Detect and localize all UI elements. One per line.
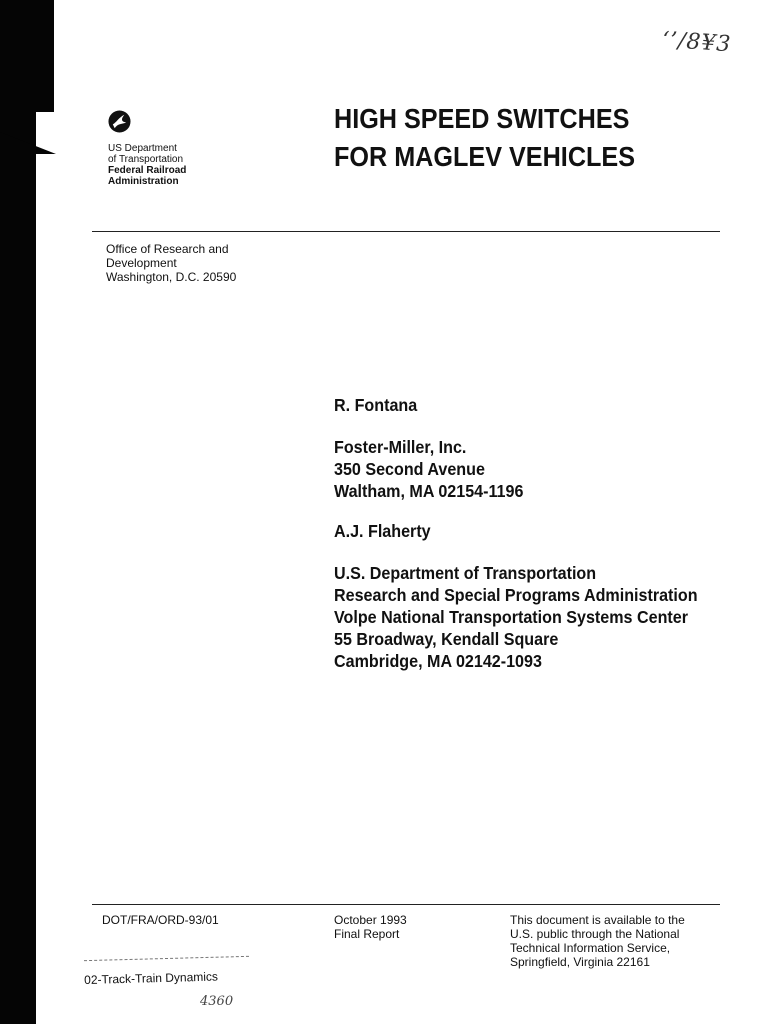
affiliation-1-line: Waltham, MA 02154-1196 xyxy=(334,481,524,501)
author-1: R. Fontana xyxy=(334,395,418,415)
report-date-block xyxy=(334,913,407,941)
affiliation-2-line: Cambridge, MA 02142-1093 xyxy=(334,651,542,671)
affiliation-2-line: Volpe National Transportation Systems Center xyxy=(334,607,688,627)
office-line-2: Development xyxy=(106,256,177,270)
affiliation-1 xyxy=(334,436,698,502)
report-title xyxy=(334,100,635,176)
affiliation-2-line: U.S. Department of Transportation xyxy=(334,563,597,583)
scan-dark-edge-slope xyxy=(0,132,56,154)
agency-department-cont: of Transportation xyxy=(108,154,184,165)
affiliation-1-line: Foster-Miller, Inc. xyxy=(334,437,467,457)
report-type: Final Report xyxy=(334,927,400,941)
affiliation-2 xyxy=(334,562,698,672)
agency-fra: Federal Railroad xyxy=(108,165,187,176)
affiliation-2-line: 55 Broadway, Kendall Square xyxy=(334,629,559,649)
header-divider xyxy=(92,231,720,232)
report-date: October 1993 xyxy=(334,913,407,927)
footer-divider xyxy=(92,904,720,905)
author-2: A.J. Flaherty xyxy=(334,521,431,541)
office-line-3: Washington, D.C. 20590 xyxy=(106,270,237,284)
availability-line: Springfield, Virginia 22161 xyxy=(510,955,650,969)
report-number: DOT/FRA/ORD-93/01 xyxy=(102,913,219,927)
availability-line: This document is available to the xyxy=(510,913,685,927)
agency-department: US Department xyxy=(108,143,177,154)
availability-block xyxy=(510,913,685,969)
handwritten-code: 4360 xyxy=(200,994,234,1009)
category-dash-line xyxy=(84,956,249,961)
dot-logo-icon xyxy=(108,110,131,133)
availability-line: Technical Information Service, xyxy=(510,941,671,955)
agency-fra-cont: Administration xyxy=(108,176,179,187)
category-label: 02-Track-Train Dynamics xyxy=(84,969,219,987)
authors-block xyxy=(334,394,698,690)
agency-block xyxy=(108,143,186,187)
title-line-2: FOR MAGLEV VEHICLES xyxy=(334,141,636,172)
office-line-1: Office of Research and xyxy=(106,242,229,256)
affiliation-1-line: 350 Second Avenue xyxy=(334,459,485,479)
office-block xyxy=(106,242,236,284)
affiliation-2-line: Research and Special Programs Administration xyxy=(334,585,698,605)
title-line-1: HIGH SPEED SWITCHES xyxy=(334,103,630,134)
availability-line: U.S. public through the National xyxy=(510,927,680,941)
handwritten-note: ‘’/8¥3 xyxy=(661,27,733,58)
scan-dark-edge-notch xyxy=(36,0,54,112)
